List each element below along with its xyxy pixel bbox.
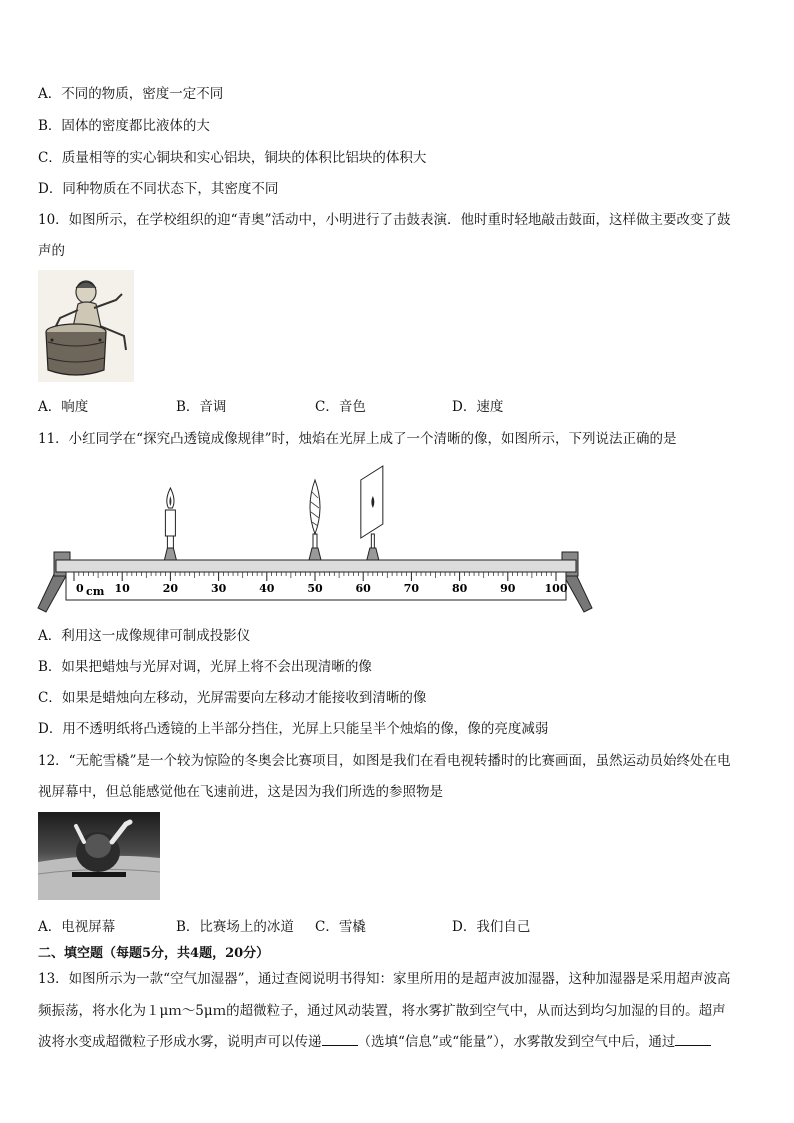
q10-option-b: B．音调 bbox=[176, 399, 227, 415]
q9-option-d: D．同种物质在不同状态下，其密度不同 bbox=[38, 181, 279, 197]
ruler-tick-label: 10 bbox=[114, 582, 130, 595]
q10-options bbox=[38, 395, 598, 415]
ruler-tick-label: 90 bbox=[500, 582, 516, 595]
ruler-tick-label: 30 bbox=[210, 582, 227, 595]
q10-stem-line2: 声的 bbox=[38, 243, 65, 259]
optical-bench-figure bbox=[36, 462, 602, 618]
q13-answer-blank-1[interactable] bbox=[322, 1033, 358, 1046]
q11-option-d: D．用不透明纸将凸透镜的上半部分挡住，光屏上只能呈半个烛焰的像，像的亮度减弱 bbox=[38, 721, 549, 737]
q12-option-a: A．电视屏幕 bbox=[38, 919, 116, 935]
q13-stem-line1: 13．如图所示为一款“空气加湿器”，通过查阅说明书得知：家里所用的是超声波加湿器，这种加湿器是采用超声波高 bbox=[38, 971, 731, 987]
ruler-unit-label: cm bbox=[86, 585, 105, 598]
q13-stem-line2: 频振荡，将水化为１μｍ～5μｍ的超微粒子，通过风动装置，将水雾扩散到空气中，从而达到均匀加湿的目的。超声 bbox=[38, 1003, 726, 1019]
skeleton-race-photo bbox=[38, 812, 160, 900]
q11-stem: 11．小红同学在“探究凸透镜成像规律”时，烛焰在光屏上成了一个清晰的像，如图所示，下列说法正确的是 bbox=[38, 431, 677, 447]
q13-stem-line3 bbox=[38, 1030, 711, 1050]
ruler-tick-label: 100 bbox=[544, 582, 568, 595]
q11-option-b: B．如果把蜡烛与光屏对调，光屏上将不会出现清晰的像 bbox=[38, 659, 372, 675]
q10-option-a: A．响度 bbox=[38, 399, 89, 415]
q12-option-d: D．我们自己 bbox=[452, 919, 531, 935]
q10-stem-line1: 10．如图所示，在学校组织的迎“青奥”活动中，小明进行了击鼓表演．他时重时轻地敲击鼓面，这样做主要改变了鼓 bbox=[38, 212, 731, 228]
section-2-title: 二、填空题（每题5分，共4题，20分） bbox=[38, 946, 270, 961]
q10-option-d: D．速度 bbox=[452, 399, 504, 415]
q12-option-b: B．比赛场上的冰道 bbox=[176, 919, 294, 935]
ruler-tick-label: 40 bbox=[259, 582, 275, 595]
q11-option-a: A．利用这一成像规律可制成投影仪 bbox=[38, 628, 251, 644]
q12-option-c: C．雪橇 bbox=[315, 919, 366, 935]
q9-option-c: C．质量相等的实心铜块和实心铝块，铜块的体积比铝块的体积大 bbox=[38, 150, 427, 166]
ruler-tick-label: 0 bbox=[76, 582, 84, 595]
ruler-tick-label: 70 bbox=[403, 582, 420, 595]
q10-option-c: C．音色 bbox=[315, 399, 366, 415]
q9-option-b: B．固体的密度都比液体的大 bbox=[38, 118, 210, 134]
ruler-tick-label: 20 bbox=[162, 582, 179, 595]
q13-text-part1: 波将水变成超微粒子形成水雾，说明声可以传递 bbox=[38, 1034, 322, 1050]
light-screen bbox=[361, 466, 383, 560]
drum-player-figure bbox=[38, 270, 134, 382]
convex-lens bbox=[309, 480, 321, 560]
ruler-tick-label: 50 bbox=[307, 582, 323, 595]
q9-option-a: A．不同的物质，密度一定不同 bbox=[38, 86, 224, 102]
candle bbox=[164, 488, 176, 560]
q13-text-part2: （选填“信息”或“能量”），水雾散发到空气中后，通过 bbox=[357, 1034, 676, 1050]
ruler-tick-label: 80 bbox=[451, 582, 468, 595]
q13-answer-blank-2[interactable] bbox=[675, 1033, 711, 1046]
q12-stem-line2: 视屏幕中，但总能感觉他在飞速前进，这是因为我们所选的参照物是 bbox=[38, 784, 443, 800]
ruler-tick-label: 60 bbox=[355, 582, 371, 595]
q12-stem-line1: 12．“无舵雪橇”是一个较为惊险的冬奥会比赛项目，如图是我们在看电视转播时的比赛画面，虽然运动员始终处在电 bbox=[38, 753, 731, 769]
q12-options bbox=[38, 915, 598, 935]
q11-option-c: C．如果是蜡烛向左移动，光屏需要向左移动才能接收到清晰的像 bbox=[38, 690, 427, 706]
